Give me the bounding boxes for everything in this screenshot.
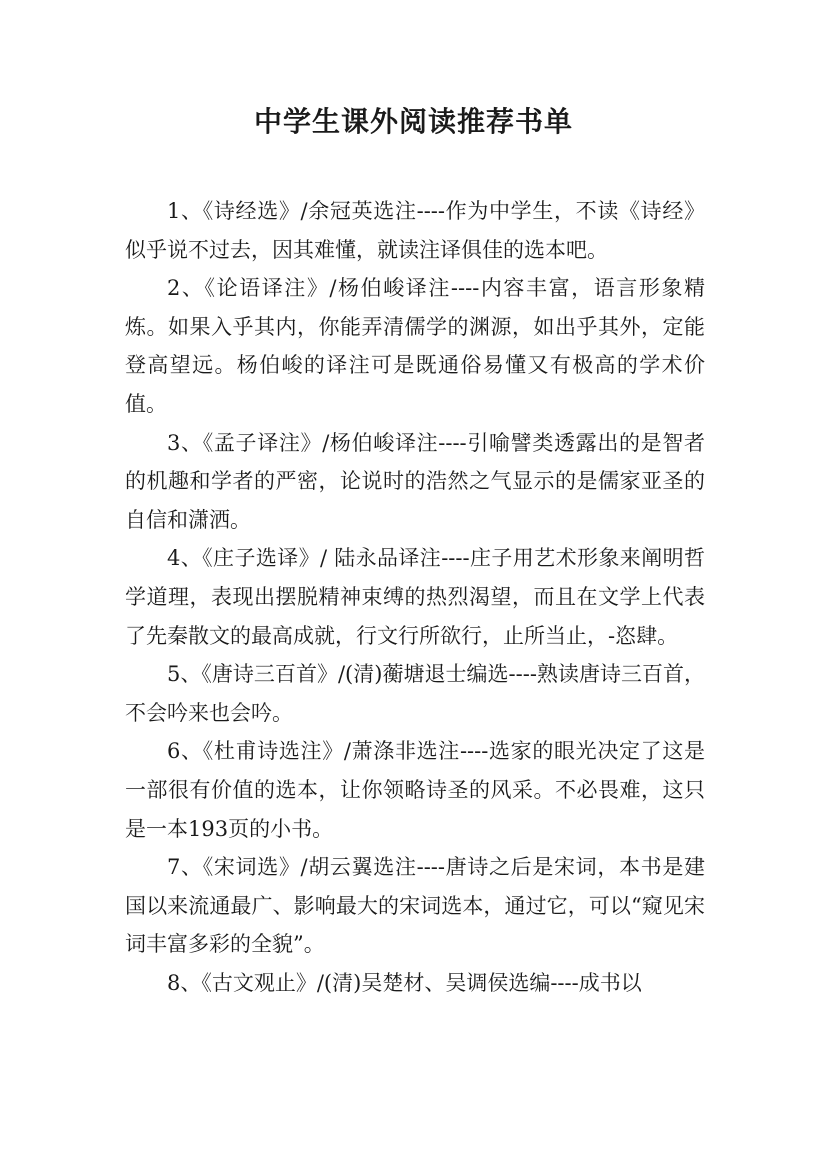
list-item: 4、《庄子选译》/ 陆永品译注----庄子用艺术形象来阐明哲学道理，表现出摆脱精神束缚的热烈渴望，而且在文学上代表了先秦散文的最高成就，行文行所欲行，止所当止，-恣肆。 xyxy=(125,546,705,648)
list-item: 8、《古文观止》/(清)吴楚材、吴调侯选编----成书以 xyxy=(167,970,642,995)
list-item: 1、《诗经选》/余冠英选注----作为中学生，不读《诗经》似乎说不过去，因其难懂，就读注译俱佳的选本吧。 xyxy=(125,199,705,262)
document-title: 中学生课外阅读推荐书单 xyxy=(253,105,573,138)
list-item: 5、《唐诗三百首》/(清)蘅塘退士编选----熟读唐诗三百首，不会吟来也会吟。 xyxy=(125,662,705,725)
list-item: 7、《宋词选》/胡云翼选注----唐诗之后是宋词，本书是建国以来流通最广、影响最大的宋词选本，通过它，可以“窥见宋词丰富多彩的全貌”。 xyxy=(125,855,705,957)
list-item: 3、《孟子译注》/杨伯峻译注----引喻譬类透露出的是智者的机趣和学者的严密，论说时的浩然之气显示的是儒家亚圣的自信和潇洒。 xyxy=(125,430,705,532)
list-item: 2、《论语译注》/杨伯峻译注----内容丰富，语言形象精炼。如果入乎其内，你能弄清儒学的渊源，如出乎其外，定能登高望远。杨伯峻的译注可是既通俗易懂又有极高的学术价值。 xyxy=(125,276,705,416)
document-body xyxy=(125,192,705,1002)
list-item: 6、《杜甫诗选注》/萧涤非选注----选家的眼光决定了这是一部很有价值的选本，让你领略诗圣的风采。不必畏难，这只是一本193页的小书。 xyxy=(125,739,705,841)
